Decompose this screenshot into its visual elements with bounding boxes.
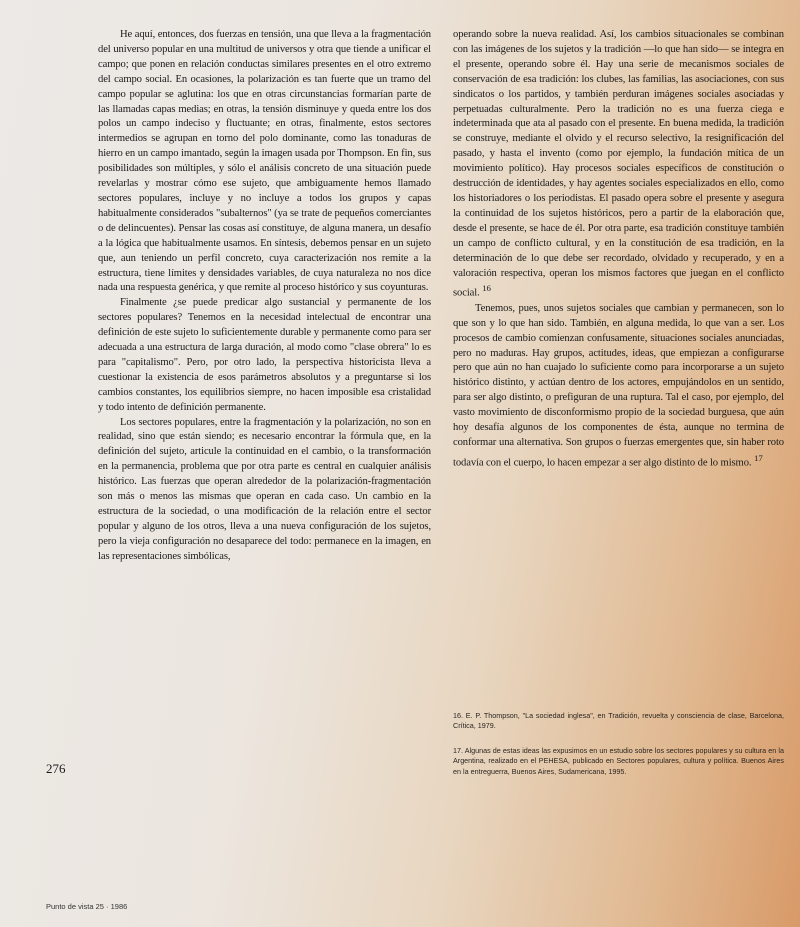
footnote-marker: 17 [754,452,763,463]
footnote [453,746,784,783]
body-paragraph: Finalmente ¿se puede predicar algo sustancial y permanente de los sectores populares? Tenemos en la necesidad intelectual de encontrar una definición de este sujeto lo suficientemente durable y permanente como para ser adecuada a una estructura de larga duración, al modo como "clase obrera" lo es para "capitalismo". Pero, por otro lado, la perspectiva historicista lleva a cuestionar la existencia de esos parámetros absolutos y a preguntarse si los cambios constantes, los equilibrios siempre, no hacen imposible esa cristalidad y todo intento de definición permanente. [98,297,431,413]
body-paragraph: He aquí, entonces, dos fuerzas en tensión, una que lleva a la fragmentación del universo popular en una multitud de universos y otra que tiende a unificar el campo; que ponen en relación conductas similares presentes en el otro extremo del campo social. En ocasiones, la polarización es tan fuerte que un tramo del campo popular se aglutina: los que en otras circunstancias formarían parte de las llamadas capas medias; en otras, la tensión disminuye y queda entre los dos polos un campo indeciso y fluctuante; en otras, finalmente, estos sectores intermedios se agrupan en torno del polo dominante, como las tonaduras de hierro en un campo imantado, según la imagen usada por Thompson. En fin, sus posibilidades son múltiples, y sólo el análisis concreto de una situación puede revelarlas y mostrar cómo ese sujeto, que ambiguamente hemos llamado sectores populares, incluye y no incluye a todos los grupos y capas habitualmente considerados "subalternos" (ya se trate de pequeños comerciantes o de delincuentes). Pensar las cosas así constituye, de alguna manera, un desafío a la lógica que habitualmente usamos. En síntesis, debemos pensar en un sujeto que, aun teniendo un perfil concreto, cuya caracterización nos remite a la estructura, tiene límites y densidades variables, de cuya naturaleza no nos dice nada una respuesta genérica, y que remite al proceso histórico y sus coyunturas. [98,29,431,294]
footnote [453,711,784,738]
footnote-17: 17. Algunas de estas ideas las expusimos en un estudio sobre los sectores populares y su cultura en la Argentina, realizado en el PEHESA, publicado en Sectores populares, cultura y política. Buenos Aires en la entreguerra, Buenos Aires, Sudamericana, 1995. [453,746,784,776]
body-paragraph: Tenemos, pues, unos sujetos sociales que cambian y permanecen, son lo que son y lo que han sido. También, en alguna medida, lo que van a ser. Los procesos de cambio comienzan confusamente, situaciones sociales anunciadas, pero no maduras. Hay grupos, actitudes, ideas, que empiezan a configurarse pero que aún no han cuajado lo suficiente como para incorporarse a un sujeto histórico distinto, y actúan dentro de los actores, empujándolos en un sentido, para ser algo distinto, o prefiguran de una ruptura. Tal el caso, por ejemplo, del vasto movimiento de disconformismo propio de la sociedad burguesa, que aún hoy desafía algunos de los componentes de ésta, aunque no termina de conformar una alternativa. Son grupos o fuerzas emergentes que, sin haber roto todavía con el cuerpo, lo hacen empezar a ser algo distinto de lo mismo. $^{17}$ [453,302,784,469]
footnote-marker: 16 [482,283,491,294]
right-column [453,28,784,471]
page-number: 276 [46,761,66,776]
body-paragraph: Los sectores populares, entre la fragmentación y la polarización, no son en realidad, sino que están siendo; es necesario encontrar la fórmula que, en la definición del sujeto, articule la continuidad en el cambio, o la transformación en la permanencia, problema que por otra parte es central en cualquier análisis histórico. Las fuerzas que operan alrededor de la polarización-fragmentación son más o menos las mismas que operan en cada caso. Un cambio en la estructura de la sociedad, o una modificación de la relación entre el sector popular y alguno de los otros, lleva a una nueva configuración de los sujetos, pero la vieja configuración no desaparece del todo: permanece en la imagen, en las representaciones simbólicas, [98,416,431,562]
body-paragraph: operando sobre la nueva realidad. Así, los cambios situacionales se combinan con las imágenes de los sujetos y la tradición —lo que han sido— se integra en el presente, operando sobre él. Hay una serie de mecanismos sociales de conservación de esa tradición: los clubes, las familias, las asociaciones, con sus sindicatos o los partidos, y también perduran imágenes sociales asociadas y perpetuadas culturalmente. Pero la tradición no es una fuerza ciega e indeterminada que ata al pasado con el presente. En buena medida, la tradición se construye, mediante el olvido y el recurso selectivo, la resignificación del pasado, y hasta el invento (como por ejemplo, la fundación mítica de un movimiento político). Hay procesos sociales específicos de constitución o destrucción de identidades, y hay agentes sociales especializados en ello, como los historiadores o los periodistas. El pasado opera sobre el presente y asegura la continuidad de los sujetos históricos, pero a partir de la elaboración que, desde el presente, se hace de él. Por otra parte, esa tradición constituye también un campo de conflicto cultural, y en la constitución de esa tradición, en la determinación de lo que debe ser recordado, olvidado y recuperado, y en a valoración respectiva, operan los mismos factores que juegan en el conflicto social. $^{16}$ [453,29,784,299]
left-column [98,28,431,565]
footnote-16: 16. E. P. Thompson, "La sociedad inglesa", en Tradición, revuelta y consciencia de clase, Barcelona, Crítica, 1979. [453,711,784,731]
running-footer: Punto de vista 25 · 1986 [46,902,128,911]
